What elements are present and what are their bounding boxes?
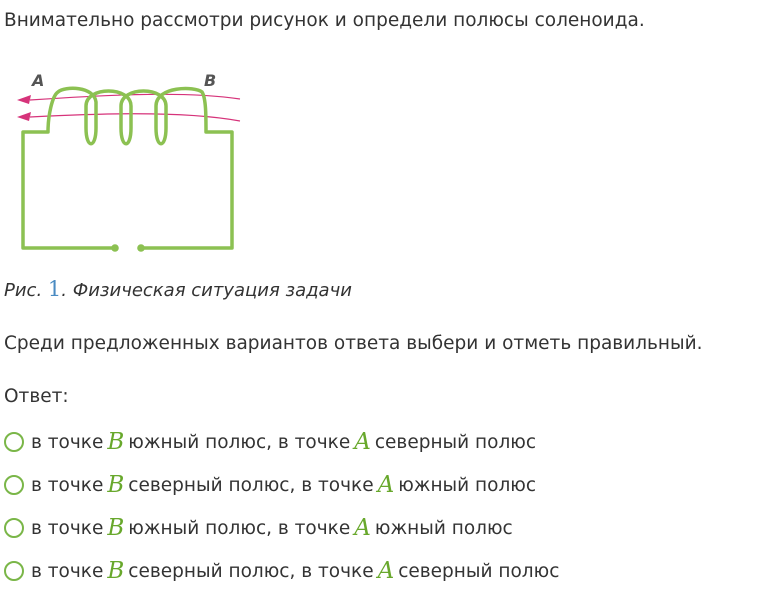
point-variable: B	[107, 515, 125, 541]
option-text: южный полюс, в точке	[128, 517, 351, 539]
instruction-text: Среди предложенных вариантов ответа выбери и отметь правильный.	[4, 333, 703, 354]
option-text: в точке	[31, 560, 104, 582]
option-text: в точке	[31, 517, 104, 539]
caption-prefix: Рис.	[4, 280, 43, 301]
point-variable: B	[107, 472, 125, 498]
option-text: северный полюс, в точке	[128, 560, 374, 582]
answer-label: Ответ:	[4, 386, 69, 407]
answer-option-3[interactable]	[4, 515, 513, 541]
radio-button[interactable]	[4, 475, 24, 495]
figure-label-b: B	[204, 71, 217, 90]
field-arrow-upper	[17, 95, 31, 104]
field-lines	[30, 94, 240, 121]
caption-text: . Физическая ситуация задачи	[61, 280, 352, 301]
point-variable: B	[107, 429, 125, 455]
task-text: Внимательно рассмотри рисунок и определи полюсы соленоида.	[4, 10, 645, 31]
radio-button[interactable]	[4, 561, 24, 581]
solenoid-coil	[23, 88, 232, 248]
point-variable: B	[107, 558, 125, 584]
solenoid-figure	[0, 62, 260, 262]
figure-label-a: A	[32, 71, 45, 90]
answer-option-4[interactable]	[4, 558, 559, 584]
option-text: северный полюс	[398, 560, 560, 582]
option-text: северный полюс, в точке	[128, 474, 374, 496]
answer-option-1[interactable]	[4, 429, 536, 455]
option-text: южный полюс	[398, 474, 537, 496]
point-variable: A	[354, 515, 371, 541]
option-text: в точке	[31, 431, 104, 453]
terminal-right	[137, 244, 145, 252]
point-variable: A	[354, 429, 371, 455]
point-variable: A	[377, 558, 395, 584]
caption-number: 1	[47, 277, 62, 301]
option-text: северный полюс	[374, 431, 537, 453]
radio-button[interactable]	[4, 432, 24, 452]
point-variable: A	[377, 472, 395, 498]
radio-button[interactable]	[4, 518, 24, 538]
option-text: в точке	[31, 474, 104, 496]
terminal-left	[111, 244, 119, 252]
field-arrow-lower	[17, 112, 31, 121]
answer-option-2[interactable]	[4, 472, 536, 498]
figure-caption	[4, 277, 352, 303]
option-text: южный полюс, в точке	[128, 431, 351, 453]
option-text: южный полюс	[374, 517, 513, 539]
